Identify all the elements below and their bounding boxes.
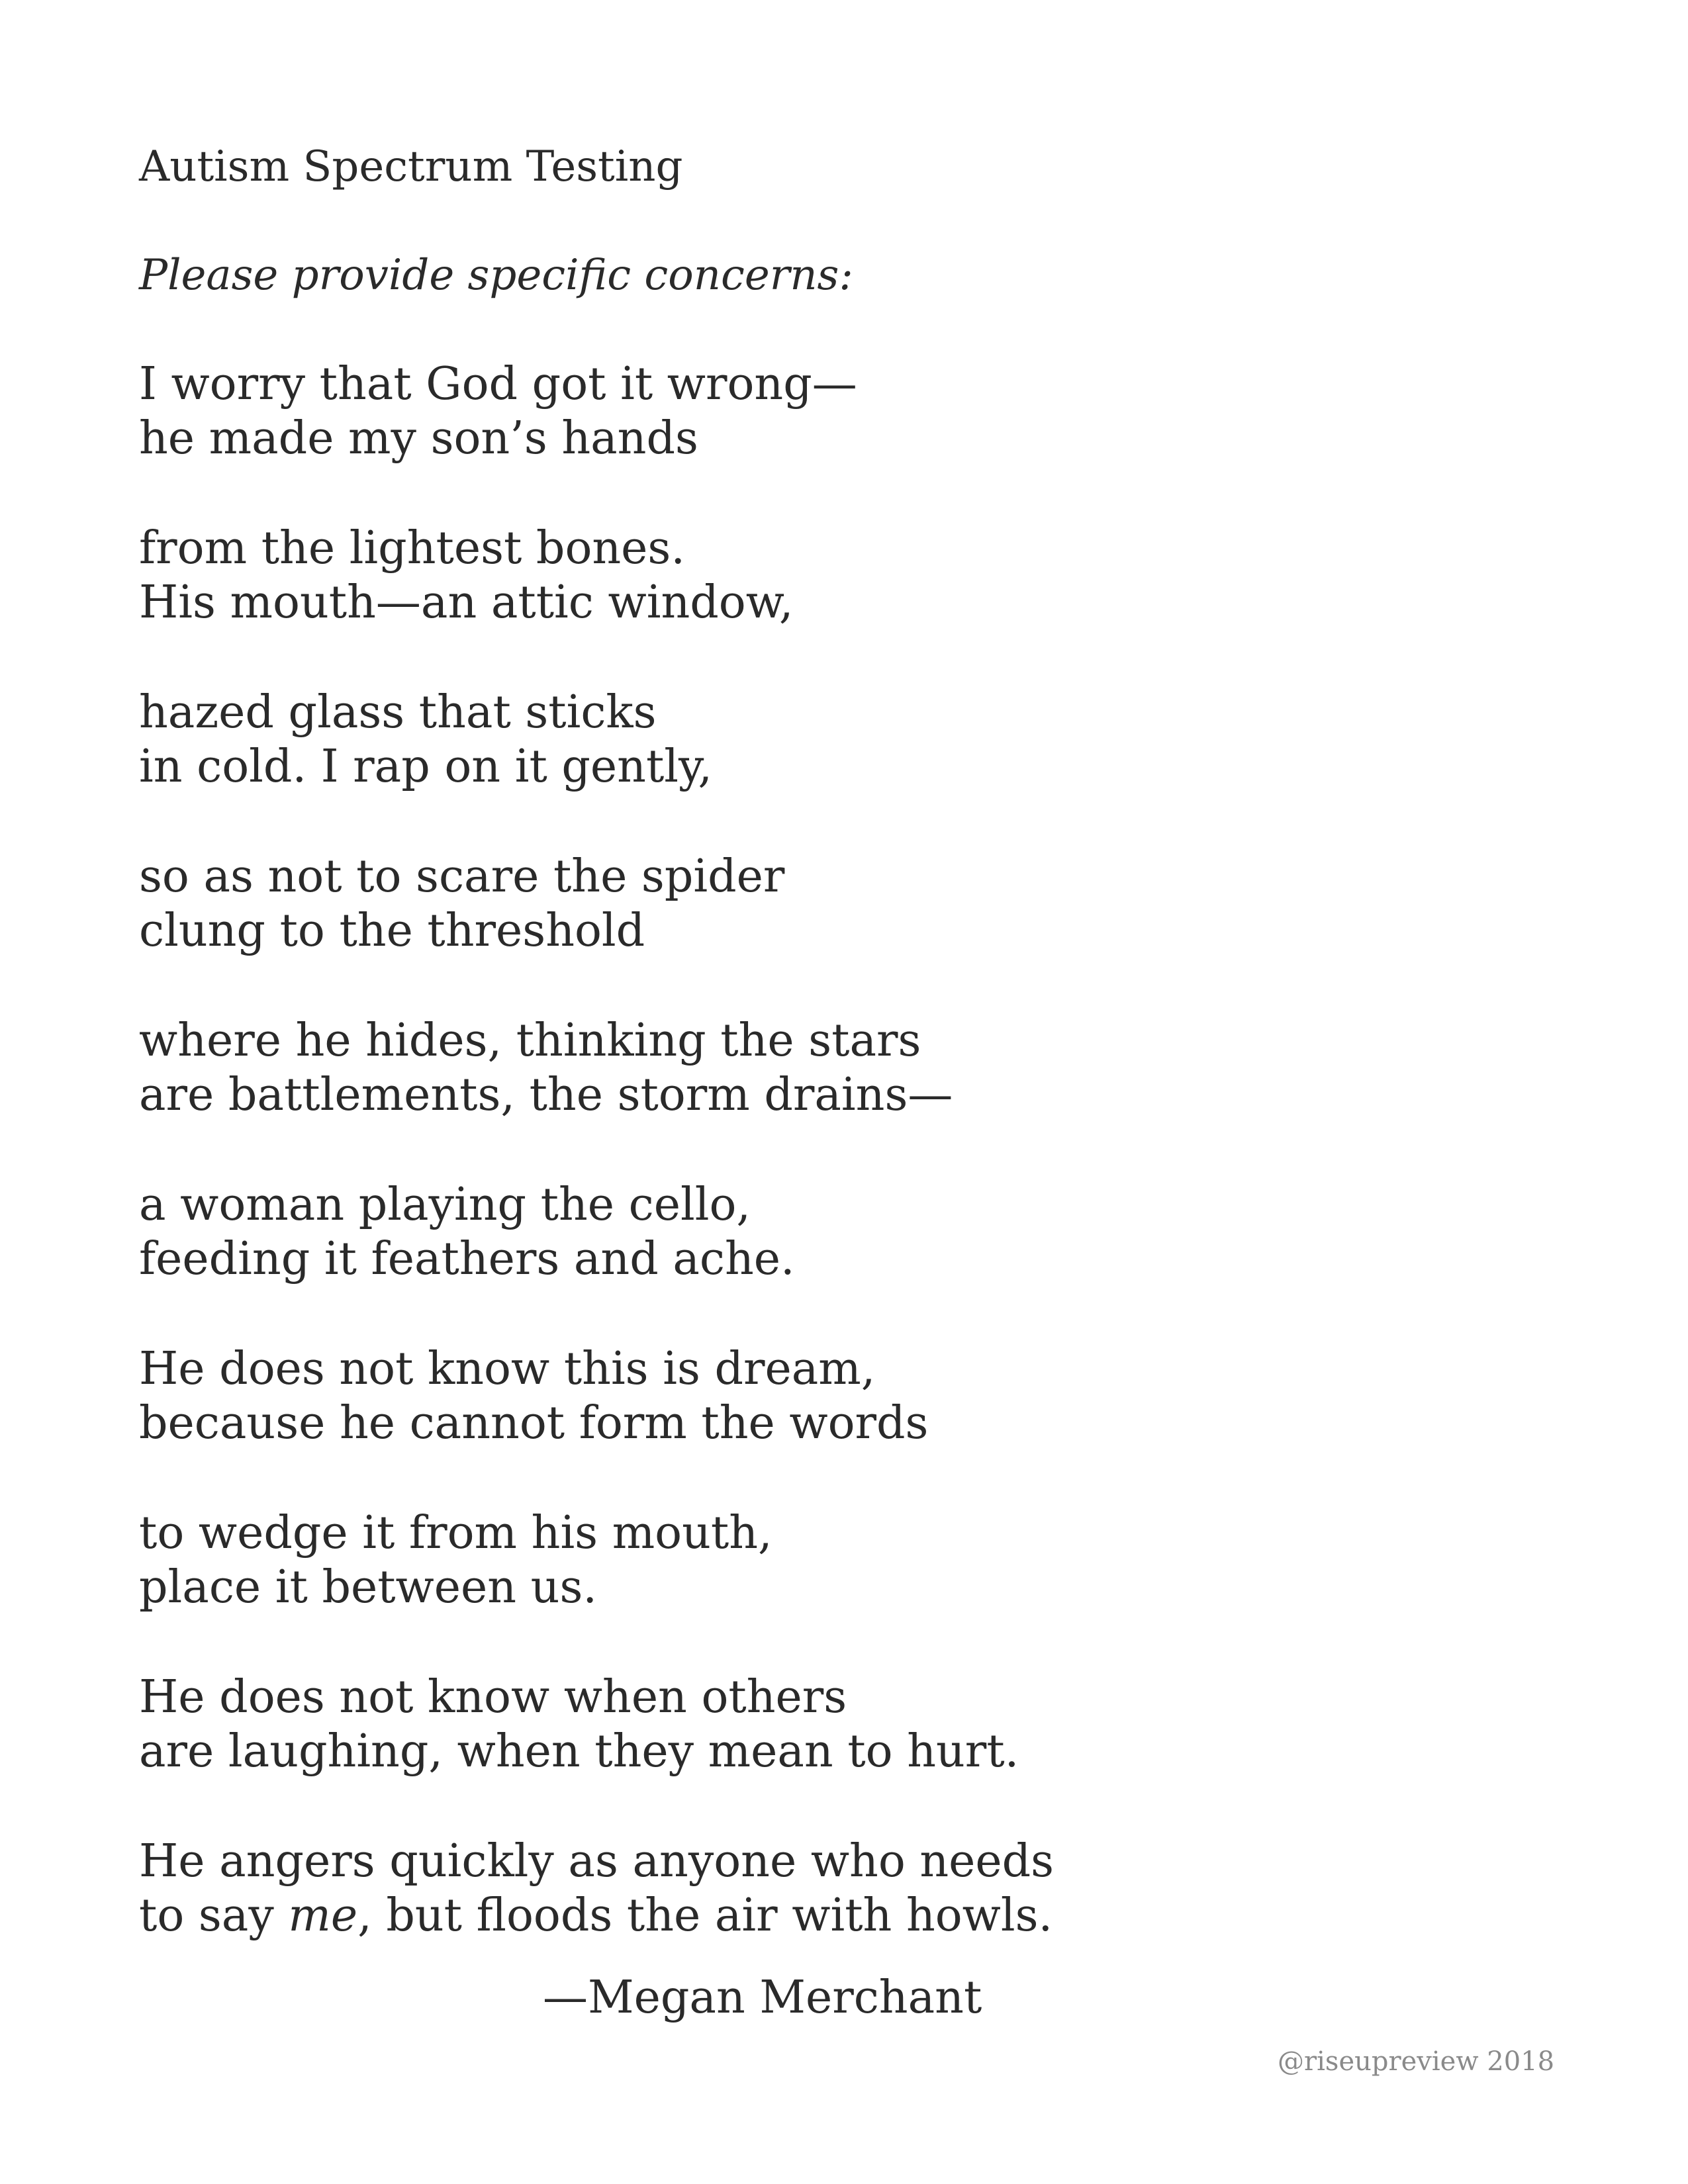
poem-line: from the lightest bones. <box>139 522 685 574</box>
stanza <box>139 1670 1529 1779</box>
stanza <box>139 686 1529 794</box>
poem-body <box>139 357 1529 1999</box>
poem-line: because he cannot form the words <box>139 1397 929 1449</box>
poem-line: so as not to scare the spider <box>139 850 785 903</box>
stanza <box>139 1835 1529 1943</box>
emphasized-word: me <box>288 1889 358 1942</box>
poem-line: in cold. I rap on it gently, <box>139 741 713 793</box>
copyright-credit: @riseupreview 2018 <box>1278 2046 1555 2077</box>
poem-line: are battlements, the storm drains— <box>139 1069 953 1121</box>
poem-line: he made my son’s hands <box>139 412 698 465</box>
poem-line: His mouth—an attic window, <box>139 576 794 629</box>
poem-line: place it between us. <box>139 1561 597 1614</box>
poem-line: are laughing, when they mean to hurt. <box>139 1725 1019 1778</box>
poem-line-text: to say <box>139 1889 289 1942</box>
poem-line: I worry that God got it wrong— <box>139 358 857 410</box>
poem-line: He angers quickly as anyone who needs <box>139 1835 1055 1888</box>
poem-line: where he hides, thinking the stars <box>139 1015 921 1067</box>
poem-line: hazed glass that sticks <box>139 686 657 739</box>
poem-line: clung to the threshold <box>139 905 645 957</box>
poem-line-text: , but floods the air with howls. <box>357 1889 1053 1942</box>
stanza <box>139 1506 1529 1615</box>
poem-line: He does not know this is dream, <box>139 1343 876 1395</box>
form-prompt: Please provide specific concerns: <box>139 251 853 300</box>
stanza <box>139 522 1529 630</box>
stanza <box>139 1014 1529 1122</box>
stanza <box>139 1342 1529 1451</box>
poem-title: Autism Spectrum Testing <box>139 142 683 191</box>
poem-line <box>139 1889 1529 1943</box>
stanza <box>139 850 1529 958</box>
poem-line: to wedge it from his mouth, <box>139 1507 773 1559</box>
poem-line: He does not know when others <box>139 1671 847 1723</box>
poem-line: a woman playing the cello, <box>139 1179 751 1231</box>
stanza <box>139 357 1529 466</box>
stanza <box>139 1178 1529 1287</box>
poem-line: feeding it feathers and ache. <box>139 1233 795 1285</box>
author-signature: —Megan Merchant <box>543 1972 982 2024</box>
